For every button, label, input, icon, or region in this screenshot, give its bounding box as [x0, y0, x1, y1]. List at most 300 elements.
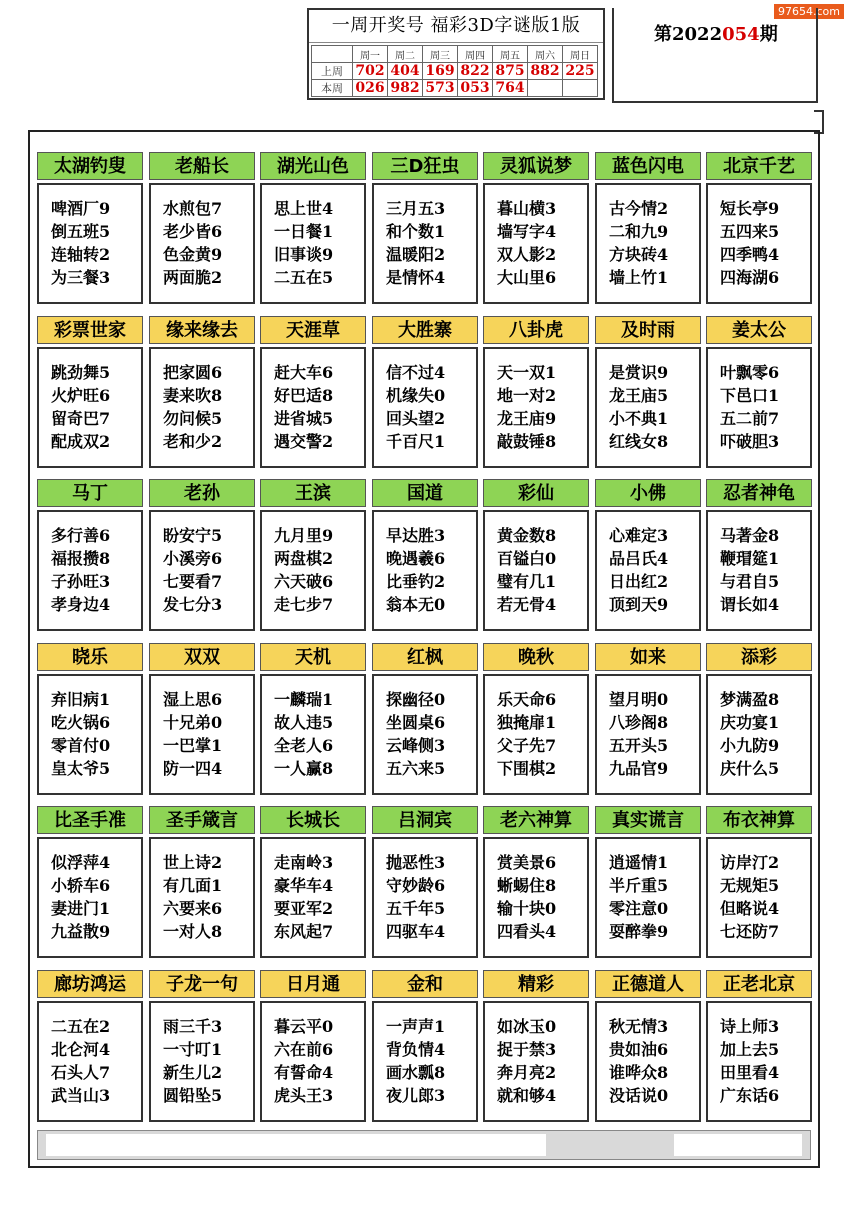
- puzzle-card: [595, 643, 701, 795]
- puzzle-line: 旧事谈9: [274, 245, 334, 264]
- puzzle-line: 日出红2: [609, 572, 669, 591]
- puzzle-line: 璧有几1: [497, 572, 557, 591]
- puzzle-body: [706, 1001, 812, 1122]
- puzzle-line: 翁本无0: [386, 595, 446, 614]
- puzzle-line: 留奇巴7: [51, 409, 111, 428]
- puzzle-card: [37, 970, 143, 1122]
- puzzle-line: 红线女8: [609, 432, 669, 451]
- puzzle-line: 要亚军2: [274, 899, 334, 918]
- puzzle-card: [149, 970, 255, 1122]
- puzzle-line: 孝身边4: [51, 595, 111, 614]
- puzzle-line: 访岸汀2: [720, 853, 780, 872]
- puzzle-body: [260, 837, 366, 958]
- result-number: 822: [458, 63, 493, 80]
- puzzle-author: 三D狂虫: [372, 152, 478, 180]
- puzzle-card: [37, 806, 143, 958]
- this-week-row: [312, 80, 598, 97]
- puzzle-card: [149, 152, 255, 304]
- day-label: 周五: [493, 46, 528, 63]
- period-panel: [612, 8, 818, 103]
- puzzle-body: [595, 347, 701, 468]
- puzzle-line: 敲鼓锤8: [497, 432, 557, 451]
- puzzle-card: [483, 152, 589, 304]
- puzzle-line: 一寸叮1: [163, 1040, 223, 1059]
- puzzle-author: 正老北京: [706, 970, 812, 998]
- puzzle-card: [483, 479, 589, 631]
- results-title: 一周开奖号 福彩3D字谜版1版: [309, 10, 603, 43]
- puzzle-line: 圆铅坠5: [163, 1086, 223, 1105]
- puzzle-line: 一人赢8: [274, 759, 334, 778]
- puzzle-line: 顶到天9: [609, 595, 669, 614]
- puzzle-line: 龙王庙9: [497, 409, 557, 428]
- result-number: [528, 80, 563, 97]
- result-number: 573: [423, 80, 458, 97]
- puzzle-body: [260, 347, 366, 468]
- puzzle-author: 小佛: [595, 479, 701, 507]
- puzzle-body: [37, 183, 143, 304]
- puzzle-line: 奔月亮2: [497, 1063, 557, 1082]
- puzzle-line: 七要看7: [163, 572, 223, 591]
- puzzle-line: 谓长如4: [720, 595, 780, 614]
- day-label: 周日: [563, 46, 598, 63]
- puzzle-body: [706, 837, 812, 958]
- puzzle-line: 马著金8: [720, 526, 780, 545]
- puzzle-line: 输十块0: [497, 899, 557, 918]
- puzzle-line: 色金黄9: [163, 245, 223, 264]
- puzzle-body: [260, 674, 366, 795]
- puzzle-line: 走南岭3: [274, 853, 334, 872]
- puzzle-card: [372, 152, 478, 304]
- puzzle-line: 是赏识9: [609, 363, 669, 382]
- puzzle-body: [149, 674, 255, 795]
- puzzle-line: 捉于禁3: [497, 1040, 557, 1059]
- puzzle-line: 雨三千3: [163, 1017, 223, 1036]
- puzzle-line: 八珍阁8: [609, 713, 669, 732]
- day-label: 周三: [423, 46, 458, 63]
- puzzle-card: [37, 643, 143, 795]
- puzzle-line: 妻来吹8: [163, 386, 223, 405]
- puzzle-line: 庆什么5: [720, 759, 780, 778]
- puzzle-body: [149, 510, 255, 631]
- puzzle-line: 广东话6: [720, 1086, 780, 1105]
- puzzle-line: 子孙旺3: [51, 572, 111, 591]
- puzzle-line: 鞭瑁筵1: [720, 549, 780, 568]
- puzzle-author: 姜太公: [706, 316, 812, 344]
- puzzle-line: 多行善6: [51, 526, 111, 545]
- puzzle-author: 及时雨: [595, 316, 701, 344]
- day-label: 周四: [458, 46, 493, 63]
- result-number: 875: [493, 63, 528, 80]
- puzzle-line: 下围棋2: [497, 759, 557, 778]
- puzzle-line: 连轴转2: [51, 245, 111, 264]
- puzzle-card: [372, 479, 478, 631]
- puzzle-line: 小九防9: [720, 736, 780, 755]
- weekly-results-panel: [307, 8, 605, 100]
- puzzle-card: [483, 316, 589, 468]
- puzzle-line: 独掩扉1: [497, 713, 557, 732]
- day-label: 周一: [353, 46, 388, 63]
- puzzle-line: 故人违5: [274, 713, 334, 732]
- puzzle-line: 下邑口1: [720, 386, 780, 405]
- puzzle-line: 防一四4: [163, 759, 223, 778]
- puzzle-card: [706, 970, 812, 1122]
- puzzle-line: 十兄弟0: [163, 713, 223, 732]
- puzzle-line: 皇太爷5: [51, 759, 111, 778]
- puzzle-body: [149, 837, 255, 958]
- puzzle-line: 思上世4: [274, 199, 334, 218]
- last-week-row: [312, 63, 598, 80]
- puzzle-line: 黄金数8: [497, 526, 557, 545]
- puzzle-line: 走七步7: [274, 595, 334, 614]
- puzzle-line: 吓破胆3: [720, 432, 780, 451]
- puzzle-line: 秋无情3: [609, 1017, 669, 1036]
- puzzle-card: [260, 479, 366, 631]
- puzzle-body: [706, 674, 812, 795]
- puzzle-card: [260, 316, 366, 468]
- puzzle-body: [372, 1001, 478, 1122]
- puzzle-card: [595, 152, 701, 304]
- puzzle-line: 虎头王3: [274, 1086, 334, 1105]
- puzzle-line: 双人影2: [497, 245, 557, 264]
- puzzle-author: 北京千艺: [706, 152, 812, 180]
- puzzle-body: [37, 510, 143, 631]
- puzzle-author: 老船长: [149, 152, 255, 180]
- footer-blank-right: [674, 1134, 802, 1156]
- puzzle-line: 为三餐3: [51, 268, 111, 287]
- puzzle-line: 武当山3: [51, 1086, 111, 1105]
- puzzle-body: [595, 183, 701, 304]
- puzzle-line: 豪华车4: [274, 876, 334, 895]
- puzzle-body: [595, 837, 701, 958]
- puzzle-line: 云峰侧3: [386, 736, 446, 755]
- puzzle-author: 如来: [595, 643, 701, 671]
- puzzle-line: 水煎包7: [163, 199, 223, 218]
- puzzle-line: 墙写字4: [497, 222, 557, 241]
- puzzle-line: 九品官9: [609, 759, 669, 778]
- puzzle-line: 北仑河4: [51, 1040, 111, 1059]
- puzzle-line: 一麟瑞1: [274, 690, 334, 709]
- puzzle-line: 福报攒8: [51, 549, 111, 568]
- puzzle-line: 半斤重5: [609, 876, 669, 895]
- puzzle-line: 有几面1: [163, 876, 223, 895]
- puzzle-line: 盼安宁5: [163, 526, 223, 545]
- puzzle-author: 双双: [149, 643, 255, 671]
- puzzle-line: 一声声1: [386, 1017, 446, 1036]
- puzzle-body: [372, 674, 478, 795]
- result-number: 053: [458, 80, 493, 97]
- puzzle-body: [483, 510, 589, 631]
- puzzle-line: 和个数1: [386, 222, 446, 241]
- puzzle-line: 小轿车6: [51, 876, 111, 895]
- puzzle-line: 田里看4: [720, 1063, 780, 1082]
- puzzle-body: [37, 674, 143, 795]
- puzzle-line: 乐天命6: [497, 690, 557, 709]
- puzzle-line: 二五在5: [274, 268, 334, 287]
- puzzle-card: [706, 643, 812, 795]
- puzzle-line: 配成双2: [51, 432, 111, 451]
- puzzle-author: 廊坊鸿运: [37, 970, 143, 998]
- puzzle-line: 没话说0: [609, 1086, 669, 1105]
- puzzle-line: 机缘失0: [386, 386, 446, 405]
- puzzle-body: [260, 183, 366, 304]
- puzzle-line: 品吕氏4: [609, 549, 669, 568]
- puzzle-line: 五千年5: [386, 899, 446, 918]
- puzzle-body: [483, 837, 589, 958]
- puzzle-line: 倒五班5: [51, 222, 111, 241]
- puzzle-line: 父子先7: [497, 736, 557, 755]
- puzzle-body: [483, 347, 589, 468]
- puzzle-author: 金和: [372, 970, 478, 998]
- puzzle-line: 短长亭9: [720, 199, 780, 218]
- puzzle-author: 天涯草: [260, 316, 366, 344]
- puzzle-line: 耍醉拳9: [609, 922, 669, 941]
- puzzle-card: [595, 479, 701, 631]
- puzzle-line: 一巴掌1: [163, 736, 223, 755]
- puzzle-line: 赏美景6: [497, 853, 557, 872]
- puzzle-body: [595, 674, 701, 795]
- row-label: 本周: [312, 80, 353, 97]
- puzzle-line: 四海湖6: [720, 268, 780, 287]
- result-number: 702: [353, 63, 388, 80]
- puzzle-line: 新生儿2: [163, 1063, 223, 1082]
- puzzle-line: 早达胜3: [386, 526, 446, 545]
- puzzle-author: 大胜寨: [372, 316, 478, 344]
- puzzle-card: [372, 806, 478, 958]
- results-table: [311, 45, 598, 97]
- puzzle-line: 百镒白0: [497, 549, 557, 568]
- puzzle-line: 逍遥情1: [609, 853, 669, 872]
- puzzle-line: 回头望2: [386, 409, 446, 428]
- puzzle-line: 加上去5: [720, 1040, 780, 1059]
- puzzle-author: 布衣神算: [706, 806, 812, 834]
- puzzle-card: [149, 643, 255, 795]
- puzzle-line: 温暖阳2: [386, 245, 446, 264]
- puzzle-line: 六要来6: [163, 899, 223, 918]
- result-number: 882: [528, 63, 563, 80]
- puzzle-line: 赶大车6: [274, 363, 334, 382]
- puzzle-line: 五六来5: [386, 759, 446, 778]
- puzzle-author: 晓乐: [37, 643, 143, 671]
- puzzle-author: 缘来缘去: [149, 316, 255, 344]
- puzzle-card: [260, 806, 366, 958]
- puzzle-line: 贵如油6: [609, 1040, 669, 1059]
- puzzle-body: [706, 347, 812, 468]
- puzzle-body: [483, 674, 589, 795]
- result-number: 026: [353, 80, 388, 97]
- puzzle-card: [372, 970, 478, 1122]
- puzzle-line: 火炉旺6: [51, 386, 111, 405]
- puzzle-line: 五开头5: [609, 736, 669, 755]
- puzzle-author: 精彩: [483, 970, 589, 998]
- result-number: [563, 80, 598, 97]
- puzzle-line: 庆功宴1: [720, 713, 780, 732]
- puzzle-line: 若无骨4: [497, 595, 557, 614]
- puzzle-card: [37, 316, 143, 468]
- puzzle-card: [706, 806, 812, 958]
- puzzle-card: [37, 152, 143, 304]
- puzzle-card: [149, 479, 255, 631]
- puzzle-line: 守妙龄6: [386, 876, 446, 895]
- puzzle-line: 诗上师3: [720, 1017, 780, 1036]
- puzzle-line: 进省城5: [274, 409, 334, 428]
- puzzle-line: 心难定3: [609, 526, 669, 545]
- puzzle-line: 把家圆6: [163, 363, 223, 382]
- puzzle-line: 信不过4: [386, 363, 446, 382]
- puzzle-line: 五二前7: [720, 409, 780, 428]
- puzzle-author: 晚秋: [483, 643, 589, 671]
- puzzle-line: 如冰玉0: [497, 1017, 557, 1036]
- puzzle-line: 四看头4: [497, 922, 557, 941]
- puzzle-author: 忍者神龟: [706, 479, 812, 507]
- days-row: [312, 46, 598, 63]
- puzzle-line: 跳劲舞5: [51, 363, 111, 382]
- puzzle-line: 小溪旁6: [163, 549, 223, 568]
- puzzle-body: [260, 510, 366, 631]
- puzzle-line: 无规矩5: [720, 876, 780, 895]
- puzzle-author: 王滨: [260, 479, 366, 507]
- puzzle-line: 夜儿郎3: [386, 1086, 446, 1105]
- puzzle-line: 墙上竹1: [609, 268, 669, 287]
- day-label: 周二: [388, 46, 423, 63]
- puzzle-author: 老孙: [149, 479, 255, 507]
- puzzle-line: 似浮萍4: [51, 853, 111, 872]
- puzzle-line: 弃旧病1: [51, 690, 111, 709]
- puzzle-line: 暮云平0: [274, 1017, 334, 1036]
- puzzle-line: 吃火锅6: [51, 713, 111, 732]
- puzzle-line: 龙王庙5: [609, 386, 669, 405]
- puzzle-line: 是情怀4: [386, 268, 446, 287]
- puzzle-line: 两面脆2: [163, 268, 223, 287]
- result-number: 169: [423, 63, 458, 80]
- footer-blank-left: [46, 1134, 546, 1156]
- puzzle-card: [260, 152, 366, 304]
- puzzle-line: 叶飘零6: [720, 363, 780, 382]
- puzzle-line: 石头人7: [51, 1063, 111, 1082]
- row-label: 上周: [312, 63, 353, 80]
- site-watermark: 97654.com: [774, 4, 844, 19]
- puzzle-card: [706, 152, 812, 304]
- puzzle-line: 探幽径0: [386, 690, 446, 709]
- puzzle-card: [372, 316, 478, 468]
- puzzle-line: 老少皆6: [163, 222, 223, 241]
- puzzle-author: 蓝色闪电: [595, 152, 701, 180]
- puzzle-card: [706, 479, 812, 631]
- puzzle-author: 吕洞宾: [372, 806, 478, 834]
- period-prefix: 第2022: [654, 24, 723, 45]
- puzzle-body: [260, 1001, 366, 1122]
- puzzle-card: [372, 643, 478, 795]
- footer-bar: [37, 1130, 811, 1160]
- period-number: 054: [722, 24, 760, 45]
- puzzle-line: 九益散9: [51, 922, 111, 941]
- puzzle-author: 八卦虎: [483, 316, 589, 344]
- puzzle-author: 圣手箴言: [149, 806, 255, 834]
- puzzle-line: 二和九9: [609, 222, 669, 241]
- puzzle-body: [149, 183, 255, 304]
- puzzle-line: 比垂钓2: [386, 572, 446, 591]
- puzzle-body: [706, 183, 812, 304]
- puzzle-author: 日月通: [260, 970, 366, 998]
- puzzle-line: 梦满盈8: [720, 690, 780, 709]
- puzzle-line: 湿上思6: [163, 690, 223, 709]
- puzzle-line: 老和少2: [163, 432, 223, 451]
- puzzle-body: [706, 510, 812, 631]
- puzzle-line: 五四来5: [720, 222, 780, 241]
- puzzle-author: 子龙一句: [149, 970, 255, 998]
- puzzle-author: 长城长: [260, 806, 366, 834]
- puzzle-line: 四驱车4: [386, 922, 446, 941]
- puzzle-line: 望月明0: [609, 690, 669, 709]
- puzzle-body: [595, 510, 701, 631]
- puzzle-line: 啤酒厂9: [51, 199, 111, 218]
- puzzle-line: 背负情4: [386, 1040, 446, 1059]
- puzzle-line: 小不典1: [609, 409, 669, 428]
- puzzle-line: 就和够4: [497, 1086, 557, 1105]
- puzzle-body: [595, 1001, 701, 1122]
- puzzle-line: 发七分3: [163, 595, 223, 614]
- day-label: 周六: [528, 46, 563, 63]
- puzzle-card: [595, 806, 701, 958]
- puzzle-author: 红枫: [372, 643, 478, 671]
- puzzle-card: [37, 479, 143, 631]
- puzzle-line: 东风起7: [274, 922, 334, 941]
- puzzle-author: 比圣手准: [37, 806, 143, 834]
- puzzle-card: [595, 970, 701, 1122]
- puzzle-card: [260, 643, 366, 795]
- period-label: [654, 20, 778, 46]
- puzzle-body: [37, 837, 143, 958]
- puzzle-author: 老六神算: [483, 806, 589, 834]
- puzzle-card: [483, 806, 589, 958]
- puzzle-body: [372, 837, 478, 958]
- puzzle-line: 地一对2: [497, 386, 557, 405]
- puzzle-body: [483, 183, 589, 304]
- puzzle-line: 九月里9: [274, 526, 334, 545]
- puzzle-author: 马丁: [37, 479, 143, 507]
- puzzle-body: [483, 1001, 589, 1122]
- puzzle-author: 天机: [260, 643, 366, 671]
- puzzle-card: [149, 806, 255, 958]
- puzzle-body: [37, 347, 143, 468]
- puzzle-line: 七还防7: [720, 922, 780, 941]
- puzzle-line: 大山里6: [497, 268, 557, 287]
- period-suffix: 期: [759, 24, 778, 45]
- puzzle-line: 六在前6: [274, 1040, 334, 1059]
- puzzle-line: 两盘棋2: [274, 549, 334, 568]
- puzzle-line: 有誓命4: [274, 1063, 334, 1082]
- puzzle-line: 蜥蜴住8: [497, 876, 557, 895]
- puzzle-card: [149, 316, 255, 468]
- puzzle-line: 方块砖4: [609, 245, 669, 264]
- puzzle-line: 好巴适8: [274, 386, 334, 405]
- puzzle-line: 四季鸭4: [720, 245, 780, 264]
- puzzle-line: 千百尺1: [386, 432, 446, 451]
- puzzle-card: [706, 316, 812, 468]
- puzzle-line: 画水瓢8: [386, 1063, 446, 1082]
- puzzle-line: 一日餐1: [274, 222, 334, 241]
- puzzle-author: 灵狐说梦: [483, 152, 589, 180]
- puzzle-line: 全老人6: [274, 736, 334, 755]
- puzzle-author: 彩仙: [483, 479, 589, 507]
- puzzle-line: 零注意0: [609, 899, 669, 918]
- puzzle-line: 与君自5: [720, 572, 780, 591]
- puzzle-line: 世上诗2: [163, 853, 223, 872]
- puzzle-line: 暮山横3: [497, 199, 557, 218]
- puzzle-author: 真实谎言: [595, 806, 701, 834]
- puzzle-line: 天一双1: [497, 363, 557, 382]
- puzzle-line: 但略说4: [720, 899, 780, 918]
- puzzle-line: 三月五3: [386, 199, 446, 218]
